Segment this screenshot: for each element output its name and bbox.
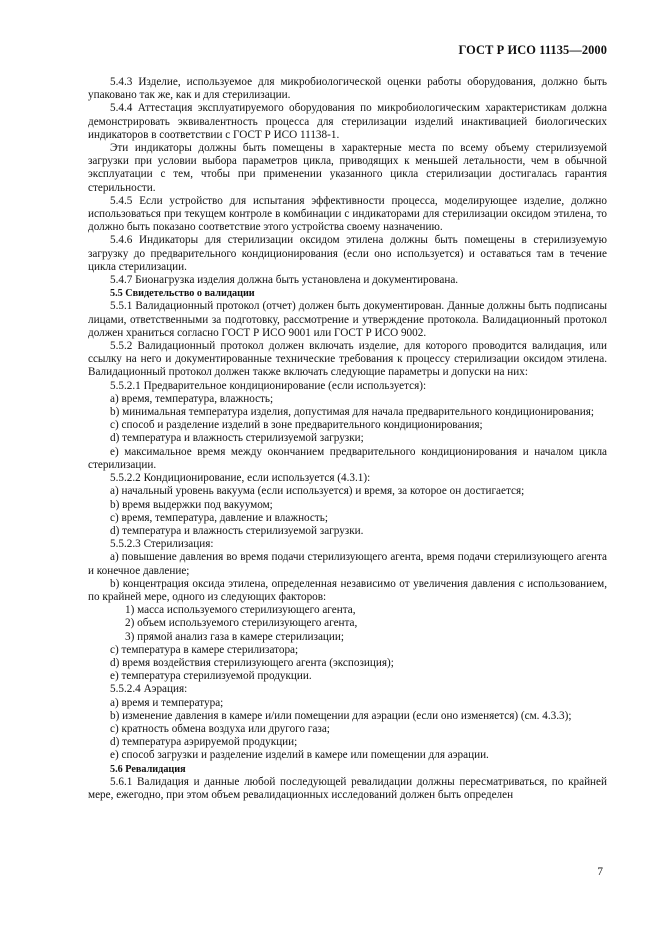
list-item: c) время, температура, давление и влажность; — [110, 511, 328, 524]
page-number: 7 — [597, 866, 603, 878]
list-item: d) время воздействия стерилизующего агента (экспозиция); — [110, 656, 394, 669]
list-item: a) время, температура, влажность; — [110, 392, 274, 405]
list-item: e) температура стерилизуемой продукции. — [110, 670, 312, 683]
paragraph-5-4-7: 5.4.7 Бионагрузка изделия должна быть установлена и документирована. — [110, 274, 459, 287]
paragraph-5-5-2: 5.5.2 Валидационный протокол должен включать изделие, для которого проводится валидация, или ссылку на него и документированные технические требования к процессу стерилизации оксидом этилена. Валидационный протокол должен также включать следующие параметры и допуски на них: — [88, 340, 607, 379]
list-item: d) температура аэрируемой продукции; — [110, 736, 298, 749]
sublist-item: 3) прямой анализ газа в камере стерилизации; — [125, 630, 344, 643]
paragraph-5-5-2-3: 5.5.2.3 Стерилизация: — [110, 538, 214, 551]
list-item: d) температура и влажность стерилизуемой загрузки. — [110, 524, 364, 537]
paragraph-indicators: Эти индикаторы должны быть помещены в характерные места по всему объему стерилизуемой загрузки при условии выбора параметров цикла, приводящих к меньшей летальности, чем в обычной эксплуатации с тем, чтобы при применении указанного цикла стерилизации достигалась гарантия стерильности. — [88, 142, 607, 194]
paragraph-5-5-2-1: 5.5.2.1 Предварительное кондиционирование (если используется): — [110, 379, 427, 392]
list-item: c) температура в камере стерилизатора; — [110, 643, 299, 656]
section-heading-5-5: 5.5 Свидетельство о валидации — [110, 288, 255, 300]
document-header: ГОСТ Р ИСО 11135—2000 — [458, 43, 607, 57]
paragraph-5-4-3: 5.4.3 Изделие, используемое для микробиологической оценки работы оборудования, должно быть упаковано так же, как и для стерилизации. — [88, 76, 607, 102]
paragraph-5-4-5: 5.4.5 Если устройство для испытания эффективности процесса, моделирующее изделие, должно использоваться при текущем контроле в комбинации с индикаторами для стерилизации оксидом этилена, то должно быть показано соответствие этого устройства своему назначению. — [88, 194, 607, 234]
paragraph-5-5-2-4: 5.5.2.4 Аэрация: — [110, 683, 188, 696]
list-item: e) способ загрузки и разделение изделий в камере или помещении для аэрации. — [110, 749, 489, 762]
paragraph-5-4-4: 5.4.4 Аттестация эксплуатируемого оборудования по микробиологическим характеристикам должна демонстрировать эквивалентность процесса для стерилизации изделий инактивацией биологических индикаторов в соответствии с ГОСТ Р ИСО 11138-1. — [88, 102, 607, 141]
paragraph-5-6-1: 5.6.1 Валидация и данные любой последующей ревалидации должны пересматриваться, по крайней мере, ежегодно, при этом объем ревалидационных исследований должен быть определен — [88, 775, 607, 801]
list-item: c) кратность обмена воздуха или другого газа; — [110, 722, 330, 735]
list-item: d) температура и влажность стерилизуемой загрузки; — [110, 432, 364, 445]
list-item: b) время выдержки под вакуумом; — [110, 498, 273, 511]
list-item: a) начальный уровень вакуума (если используется) и время, за которое он достигается; — [110, 485, 525, 498]
paragraph-5-5-2-2: 5.5.2.2 Кондиционирование, если используется (4.3.1): — [110, 472, 371, 485]
list-item: a) повышение давления во время подачи стерилизующего агента, время подачи стерилизующего агента и конечное давление; — [88, 551, 607, 577]
list-item: b) концентрация оксида этилена, определенная независимо от увеличения давления с использованием, по крайней мере, одного из следующих факторов: — [88, 577, 607, 603]
list-item: b) минимальная температура изделия, допустимая для начала предварительного кондиционирования; — [110, 406, 594, 419]
paragraph-5-5-1: 5.5.1 Валидационный протокол (отчет) должен быть документирован. Данные должны быть подписаны лицами, ответственными за подготовку, рассмотрение и утверждение протокола. Валидационный протокол должен храниться согласно ГОСТ Р ИСО 9001 или ГОСТ Р ИСО 9002. — [88, 300, 607, 339]
section-heading-5-6: 5.6 Ревалидация — [110, 763, 186, 775]
list-item: b) изменение давления в камере и/или помещении для аэрации (если оно изменяется) (см. 4.3.3); — [110, 709, 572, 722]
list-item: e) максимальное время между окончанием предварительного кондиционирования и началом цикла стерилизации. — [88, 445, 607, 471]
sublist-item: 1) масса используемого стерилизующего агента, — [125, 604, 356, 617]
list-item: a) время и температура; — [110, 696, 224, 709]
paragraph-5-4-6: 5.4.6 Индикаторы для стерилизации оксидом этилена должны быть помещены в стерилизуемую загрузку до предварительного кондиционирования (если оно используется) и оставаться там в течение цикла стерилизации. — [88, 234, 607, 273]
list-item: c) способ и разделение изделий в зоне предварительного кондиционирования; — [110, 419, 483, 432]
document-body — [88, 76, 607, 802]
sublist-item: 2) объем используемого стерилизующего агента, — [125, 617, 358, 630]
